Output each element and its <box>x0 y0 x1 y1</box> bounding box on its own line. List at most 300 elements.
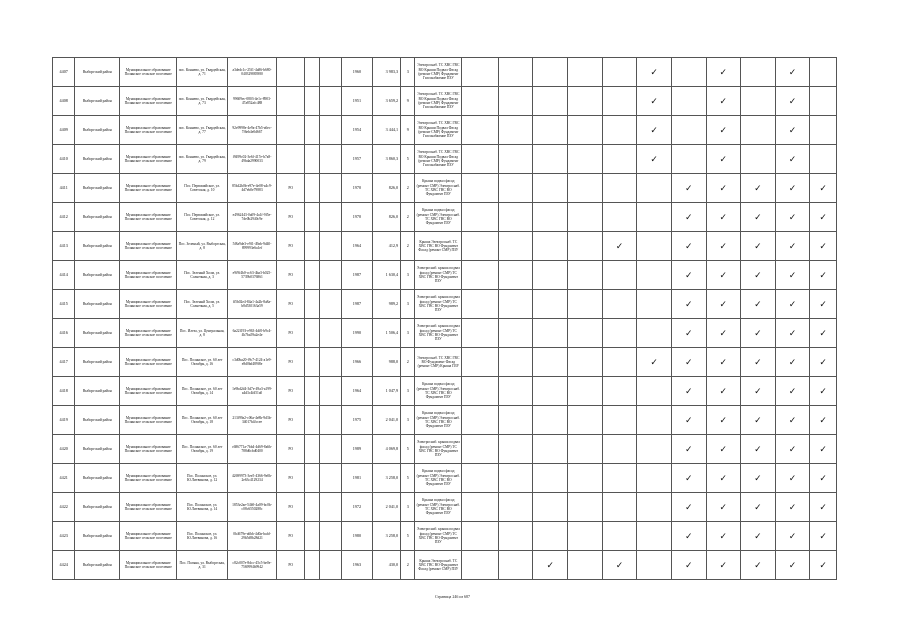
table-row <box>53 522 837 551</box>
address-cell: Пос. Первомайское, ул. Советская, д. 12 <box>177 203 228 232</box>
empty-cell <box>319 145 341 174</box>
type-cell: РО <box>276 522 305 551</box>
empty-cell <box>319 58 341 87</box>
municipality-cell: Муниципальное образование Полянское сельское поселение <box>120 232 177 261</box>
check-cell <box>810 493 837 522</box>
checkmark-icon: ✓ <box>754 530 762 541</box>
check-cell <box>810 377 837 406</box>
row-number: 4421 <box>53 464 75 493</box>
check-cell <box>533 203 568 232</box>
municipality-cell: Муниципальное образование Полянское сельское поселение <box>120 377 177 406</box>
guid-cell: c3d0ba20-f9c7-4124-a1e9-e8d0bd489f8e <box>228 348 277 377</box>
check-cell <box>637 493 672 522</box>
empty-cell <box>319 406 341 435</box>
count-cell: 5 <box>401 435 415 464</box>
checkmark-icon: ✓ <box>684 269 693 280</box>
guid-cell: f9499c02-3e6f-417e-b7a8-49bda2990033 <box>228 145 277 174</box>
count-cell: 2 <box>401 348 415 377</box>
check-cell <box>568 174 603 203</box>
table-row <box>53 232 837 261</box>
check-cell <box>775 290 810 319</box>
table-row <box>53 435 837 464</box>
area-cell: 3 983,3 <box>372 58 401 87</box>
area-cell: 3 860,3 <box>372 145 401 174</box>
checkmark-icon: ✓ <box>719 211 728 222</box>
checkmark-icon: ✓ <box>719 501 728 512</box>
empty-cell <box>319 174 341 203</box>
empty-cell <box>305 406 319 435</box>
year-cell: 1987 <box>342 290 373 319</box>
checkmark-icon: ✓ <box>819 356 827 367</box>
check-cell <box>671 290 706 319</box>
table-row <box>53 87 837 116</box>
address-cell: пос. Коннево, ул. Гвардейская, д. 77 <box>177 116 228 145</box>
area-cell: 430,0 <box>372 551 401 580</box>
check-cell <box>533 58 568 87</box>
count-cell: 3 <box>401 406 415 435</box>
checkmark-icon: ✓ <box>684 385 693 396</box>
address-cell: Пос. Полянское, ул. 60 лет Октября, д. 16 <box>177 348 228 377</box>
check-cell <box>602 116 637 145</box>
check-cell <box>533 406 568 435</box>
checkmark-icon: ✓ <box>788 385 797 396</box>
check-cell <box>775 261 810 290</box>
checkmark-icon: ✓ <box>684 501 693 512</box>
empty-cell <box>319 435 341 464</box>
check-cell <box>741 58 776 87</box>
check-cell <box>741 464 776 493</box>
municipality-cell: Муниципальное образование Полянское сельское поселение <box>120 174 177 203</box>
check-cell <box>533 522 568 551</box>
empty-cell <box>305 493 319 522</box>
checkmark-icon: ✓ <box>754 356 762 367</box>
check-cell <box>498 406 533 435</box>
type-cell: РО <box>276 290 305 319</box>
check-cell <box>706 377 741 406</box>
address-cell: Пос. Полянское, ул. Ю.Литвинова, д. 16 <box>177 522 228 551</box>
table-row <box>53 145 837 174</box>
area-cell: 2 041,0 <box>372 493 401 522</box>
check-cell <box>602 406 637 435</box>
check-cell <box>810 435 837 464</box>
check-cell <box>775 406 810 435</box>
check-cell <box>810 58 837 87</box>
address-cell: Пос. Полянское, ул. 60 лет Октября, д. 18 <box>177 406 228 435</box>
row-number: 4407 <box>53 58 75 87</box>
check-cell <box>602 203 637 232</box>
check-cell <box>810 464 837 493</box>
check-cell <box>706 435 741 464</box>
check-cell <box>637 406 672 435</box>
table-row <box>53 203 837 232</box>
checkmark-icon: ✓ <box>754 472 762 483</box>
check-cell <box>462 145 499 174</box>
address-cell: Пос. Зеленый, ул. Выборгская, д. 8 <box>177 232 228 261</box>
check-cell <box>637 290 672 319</box>
check-cell <box>568 522 603 551</box>
district-cell: Выборгский район <box>75 348 120 377</box>
checkmark-icon: ✓ <box>754 182 762 193</box>
check-cell <box>602 464 637 493</box>
check-cell <box>671 406 706 435</box>
count-cell: 9 <box>401 87 415 116</box>
check-cell <box>637 145 672 174</box>
check-cell <box>637 464 672 493</box>
checkmark-icon: ✓ <box>819 501 827 512</box>
check-cell <box>671 435 706 464</box>
empty-cell <box>305 464 319 493</box>
check-cell <box>498 348 533 377</box>
row-number: 4420 <box>53 435 75 464</box>
works-cell: Электроснаб. ТС ХВС ГВС ВО Фундамент Фасад (ремонт СМР) Крыша ПЗУ <box>415 348 462 377</box>
check-cell <box>637 174 672 203</box>
empty-cell <box>305 174 319 203</box>
check-cell <box>671 551 706 580</box>
check-cell <box>706 58 741 87</box>
works-cell: Крыша подвал фасад (ремонт СМР) Электроснаб. ТС ХВС ГВС ВО Фундамент ПЗУ <box>415 406 462 435</box>
empty-cell <box>305 290 319 319</box>
year-cell: 1960 <box>342 58 373 87</box>
check-cell <box>498 319 533 348</box>
checkmark-icon: ✓ <box>788 356 797 367</box>
count-cell: 2 <box>401 174 415 203</box>
check-cell <box>568 406 603 435</box>
checkmark-icon: ✓ <box>684 327 693 338</box>
table-row <box>53 319 837 348</box>
check-cell <box>775 319 810 348</box>
address-cell: Пос. Полянское, ул. Ю.Литвинова, д. 12 <box>177 464 228 493</box>
row-number: 4410 <box>53 145 75 174</box>
empty-cell <box>305 87 319 116</box>
checkmark-icon: ✓ <box>684 443 693 454</box>
year-cell: 1963 <box>342 551 373 580</box>
check-cell <box>568 435 603 464</box>
works-cell: Крыша Электроснаб. ТС ХВС ГВС ВО Фундамент Фасад (ремонт СМР) ПЗУ <box>415 232 462 261</box>
checkmark-icon: ✓ <box>788 530 797 541</box>
empty-cell <box>305 348 319 377</box>
checkmark-icon: ✓ <box>684 530 693 541</box>
checkmark-icon: ✓ <box>546 559 555 570</box>
check-cell <box>775 232 810 261</box>
works-cell: Электроснаб. крыша подвал фасад (ремонт СМР) ТС ХВС ГВС ВО Фундамент ПЗУ <box>415 522 462 551</box>
check-cell <box>498 522 533 551</box>
type-cell: РО <box>276 377 305 406</box>
guid-cell: 6a22f193-e963-4df0-b9c4-4b7ba59a2e4e <box>228 319 277 348</box>
count-cell: 3 <box>401 493 415 522</box>
check-cell <box>498 203 533 232</box>
check-cell <box>706 319 741 348</box>
check-cell <box>602 290 637 319</box>
check-cell <box>775 493 810 522</box>
count-cell: 5 <box>401 464 415 493</box>
municipality-cell: Муниципальное образование Полянское сельское поселение <box>120 435 177 464</box>
check-cell <box>568 261 603 290</box>
check-cell <box>706 464 741 493</box>
year-cell: 1964 <box>342 377 373 406</box>
area-cell: 2 041,0 <box>372 406 401 435</box>
municipality-cell: Муниципальное образование Полянское сельское поселение <box>120 203 177 232</box>
type-cell: РО <box>276 348 305 377</box>
check-cell <box>533 174 568 203</box>
check-cell <box>741 377 776 406</box>
checkmark-icon: ✓ <box>754 327 762 338</box>
check-cell <box>810 290 837 319</box>
checkmark-icon: ✓ <box>788 66 797 77</box>
checkmark-icon: ✓ <box>754 559 762 570</box>
check-cell <box>533 551 568 580</box>
check-cell <box>568 87 603 116</box>
year-cell: 1987 <box>342 261 373 290</box>
check-cell <box>462 116 499 145</box>
municipality-cell: Муниципальное образование Полянское сельское поселение <box>120 261 177 290</box>
works-cell: Крыша Электроснаб. ТС ХВС ГВС ВО Фундамент Фасад (ремонт СМР) ПЗУ <box>415 551 462 580</box>
district-cell: Выборгский район <box>75 58 120 87</box>
check-cell <box>671 377 706 406</box>
works-cell: Электроснаб. ТС ХВС ГВС ВО Крыши Подвал Фасад (ремонт СМР) Фундамент Газоснабжение ПЗУ <box>415 145 462 174</box>
check-cell <box>498 87 533 116</box>
works-cell: Крыша подвал фасад (ремонт СМР) Электроснаб. ТС ХВС ГВС ВО Фундамент ПЗУ <box>415 377 462 406</box>
check-cell <box>462 377 499 406</box>
district-cell: Выборгский район <box>75 464 120 493</box>
checkmark-icon: ✓ <box>819 530 827 541</box>
checkmark-icon: ✓ <box>754 443 762 454</box>
check-cell <box>533 493 568 522</box>
district-cell: Выборгский район <box>75 551 120 580</box>
check-cell <box>602 522 637 551</box>
checkmark-icon: ✓ <box>754 298 762 309</box>
check-cell <box>810 319 837 348</box>
checkmark-icon: ✓ <box>684 414 693 425</box>
check-cell <box>462 522 499 551</box>
empty-cell <box>305 522 319 551</box>
check-cell <box>602 551 637 580</box>
checkmark-icon: ✓ <box>684 240 693 251</box>
check-cell <box>637 203 672 232</box>
checkmark-icon: ✓ <box>788 472 797 483</box>
checkmark-icon: ✓ <box>650 66 658 77</box>
check-cell <box>568 348 603 377</box>
check-cell <box>706 493 741 522</box>
municipality-cell: Муниципальное образование Полянское сельское поселение <box>120 145 177 174</box>
check-cell <box>671 464 706 493</box>
checkmark-icon: ✓ <box>615 559 624 570</box>
works-cell: Крыша подвал фасад (ремонт СМР) Электроснаб. ТС ХВС ГВС ВО Фундамент ПЗУ <box>415 203 462 232</box>
check-cell <box>671 522 706 551</box>
checkmark-icon: ✓ <box>788 182 797 193</box>
check-cell <box>706 203 741 232</box>
check-cell <box>498 493 533 522</box>
guid-cell: e4962443-0a09-4a1f-9f5e-7de0b2940c9e <box>228 203 277 232</box>
checkmark-icon: ✓ <box>819 211 827 222</box>
works-cell: Электроснаб. крыша подвал фасад (ремонт СМР) ТС ХВС ГВС ВО Фундамент ПЗУ <box>415 261 462 290</box>
check-cell <box>462 406 499 435</box>
check-cell <box>741 203 776 232</box>
guid-cell: 0b4679e-a6bb-4d0a-bafd-29b5d8b28d21 <box>228 522 277 551</box>
check-cell <box>671 261 706 290</box>
check-cell <box>775 522 810 551</box>
address-cell: Пос. Первомайское, ул. Советская, д. 10 <box>177 174 228 203</box>
count-cell: 2 <box>401 203 415 232</box>
check-cell <box>462 435 499 464</box>
check-cell <box>810 348 837 377</box>
checkmark-icon: ✓ <box>819 559 827 570</box>
guid-cell: e9f9f4b0-cc63-4ba3-b025-5739b0376861 <box>228 261 277 290</box>
year-cell: 1964 <box>342 232 373 261</box>
check-cell <box>533 145 568 174</box>
check-cell <box>462 58 499 87</box>
checkmark-icon: ✓ <box>684 211 693 222</box>
checkmark-icon: ✓ <box>754 211 762 222</box>
empty-cell <box>319 551 341 580</box>
year-cell: 1980 <box>342 522 373 551</box>
check-cell <box>637 522 672 551</box>
check-cell <box>462 87 499 116</box>
checkmark-icon: ✓ <box>788 95 797 106</box>
address-cell: Пос. Зеленый Холм, ул. Солнечная, д. 3 <box>177 261 228 290</box>
address-cell: Пос. Полянское, ул. 60 лет Октября, д. 19 <box>177 435 228 464</box>
row-number: 4424 <box>53 551 75 580</box>
check-cell <box>671 319 706 348</box>
district-cell: Выборгский район <box>75 145 120 174</box>
check-cell <box>533 348 568 377</box>
check-cell <box>637 551 672 580</box>
count-cell: 3 <box>401 319 415 348</box>
check-cell <box>498 551 533 580</box>
checkmark-icon: ✓ <box>650 153 658 164</box>
checkmark-icon: ✓ <box>684 356 693 367</box>
checkmark-icon: ✓ <box>754 240 762 251</box>
check-cell <box>637 377 672 406</box>
checkmark-icon: ✓ <box>819 414 827 425</box>
works-cell: Крыша подвал фасад (ремонт СМР) Электроснаб. ТС ХВС ГВС ВО Фундамент ПЗУ <box>415 464 462 493</box>
check-cell <box>671 145 706 174</box>
checkmark-icon: ✓ <box>788 414 797 425</box>
address-cell: Пос. Илеза, ул. Центральная, д. 8 <box>177 319 228 348</box>
year-cell: 1954 <box>342 116 373 145</box>
count-cell: 3 <box>401 261 415 290</box>
guid-cell: 1853e2ae-54b9-4a09-bc0b-c08c6550288c <box>228 493 277 522</box>
empty-cell <box>305 145 319 174</box>
municipality-cell: Муниципальное образование Полянское сельское поселение <box>120 58 177 87</box>
row-number: 4419 <box>53 406 75 435</box>
area-cell: 4 069,8 <box>372 435 401 464</box>
municipality-cell: Муниципальное образование Полянское сельское поселение <box>120 493 177 522</box>
check-cell <box>810 522 837 551</box>
checkmark-icon: ✓ <box>754 269 762 280</box>
table-row <box>53 290 837 319</box>
check-cell <box>602 493 637 522</box>
checkmark-icon: ✓ <box>754 414 762 425</box>
check-cell <box>498 261 533 290</box>
check-cell <box>602 319 637 348</box>
row-number: 4416 <box>53 319 75 348</box>
district-cell: Выборгский район <box>75 522 120 551</box>
table-row <box>53 116 837 145</box>
year-cell: 1989 <box>342 435 373 464</box>
type-cell <box>276 145 305 174</box>
works-cell: Электроснаб. крыша подвал фасад (ремонт СМР) ТС ХВС ГВС ВО Фундамент ПЗУ <box>415 435 462 464</box>
row-number: 4412 <box>53 203 75 232</box>
table-row <box>53 464 837 493</box>
type-cell: РО <box>276 232 305 261</box>
checkmark-icon: ✓ <box>719 66 728 77</box>
check-cell <box>671 116 706 145</box>
check-cell <box>706 348 741 377</box>
year-cell: 1970 <box>342 203 373 232</box>
area-cell: 3 444,1 <box>372 116 401 145</box>
guid-cell: c82c007e-8dcc-45c5-be0e-7569994b9942 <box>228 551 277 580</box>
checkmark-icon: ✓ <box>684 472 693 483</box>
empty-cell <box>319 232 341 261</box>
check-cell <box>741 232 776 261</box>
checkmark-icon: ✓ <box>819 182 827 193</box>
checkmark-icon: ✓ <box>788 443 797 454</box>
check-cell <box>498 232 533 261</box>
check-cell <box>671 348 706 377</box>
check-cell <box>498 290 533 319</box>
check-cell <box>637 232 672 261</box>
municipality-cell: Муниципальное образование Полянское сельское поселение <box>120 551 177 580</box>
checkmark-icon: ✓ <box>819 385 827 396</box>
check-cell <box>637 58 672 87</box>
row-number: 4423 <box>53 522 75 551</box>
guid-cell: 213f99a2-c06a-4e8b-9d3b-34017b4fccee <box>228 406 277 435</box>
table-row <box>53 261 837 290</box>
year-cell: 1981 <box>342 464 373 493</box>
check-cell <box>671 174 706 203</box>
check-cell <box>775 174 810 203</box>
check-cell <box>637 116 672 145</box>
check-cell <box>533 319 568 348</box>
municipality-cell: Муниципальное образование Полянское сельское поселение <box>120 319 177 348</box>
checkmark-icon: ✓ <box>719 95 728 106</box>
checkmark-icon: ✓ <box>719 327 728 338</box>
check-cell <box>462 203 499 232</box>
row-number: 4418 <box>53 377 75 406</box>
type-cell <box>276 87 305 116</box>
check-cell <box>637 348 672 377</box>
check-cell <box>568 116 603 145</box>
checkmark-icon: ✓ <box>788 298 797 309</box>
count-cell: 5 <box>401 522 415 551</box>
check-cell <box>533 377 568 406</box>
table-row <box>53 58 837 87</box>
checkmark-icon: ✓ <box>788 124 797 135</box>
municipality-cell: Муниципальное образование Полянское сельское поселение <box>120 522 177 551</box>
empty-cell <box>319 493 341 522</box>
works-cell: Крыша подвал фасад (ремонт СМР) Электроснаб. ТС ХВС ГВС ВО Фундамент ПЗУ <box>415 174 462 203</box>
row-number: 4409 <box>53 116 75 145</box>
check-cell <box>498 174 533 203</box>
check-cell <box>462 348 499 377</box>
district-cell: Выборгский район <box>75 435 120 464</box>
year-cell: 1970 <box>342 174 373 203</box>
area-cell: 3 258,0 <box>372 464 401 493</box>
checkmark-icon: ✓ <box>819 443 827 454</box>
check-cell <box>741 348 776 377</box>
check-cell <box>462 174 499 203</box>
address-cell: Пос. Полянское, ул. Ю.Литвинова, д. 14 <box>177 493 228 522</box>
count-cell: 2 <box>401 232 415 261</box>
check-cell <box>462 232 499 261</box>
works-cell: Электроснаб. крыша подвал фасад (ремонт СМР) ТС ХВС ГВС ВО Фундамент ПЗУ <box>415 319 462 348</box>
check-cell <box>568 377 603 406</box>
check-cell <box>568 145 603 174</box>
works-cell: Электроснаб. ТС ХВС ГВС ВО Крыши Подвал Фасад (ремонт СМР) Фундамент Газоснабжение ПЗУ <box>415 116 462 145</box>
area-cell: 826,0 <box>372 174 401 203</box>
checkmark-icon: ✓ <box>684 298 693 309</box>
check-cell <box>602 377 637 406</box>
